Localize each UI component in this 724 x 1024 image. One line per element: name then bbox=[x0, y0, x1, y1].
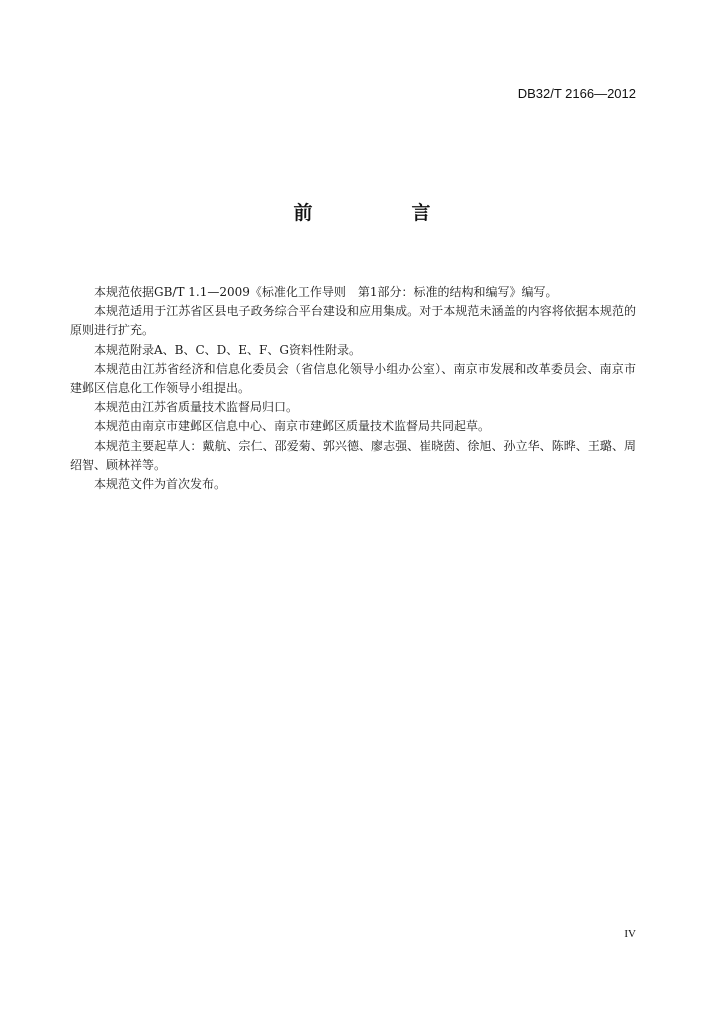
paragraph: 本规范由江苏省经济和信息化委员会（省信息化领导小组办公室）、南京市发展和改革委员会、南京市建邺区信息化工作领导小组提出。 bbox=[70, 361, 636, 396]
page-title: 前 言 bbox=[293, 202, 471, 224]
paragraph: 本规范适用于江苏省区县电子政务综合平台建设和应用集成。对于本规范未涵盖的内容将依据本规范的原则进行扩充。 bbox=[70, 304, 636, 338]
paragraph: 本规范依据GB/T 1.1—2009《标准化工作导则 第1部分：标准的结构和编写》编写。 bbox=[94, 285, 558, 299]
foreword-body bbox=[70, 283, 636, 494]
paragraph: 本规范主要起草人：戴航、宗仁、邵爱菊、郭兴德、廖志强、崔晓茵、徐旭、孙立华、陈晔、王璐、周绍智、顾林祥等。 bbox=[70, 438, 636, 472]
paragraph: 本规范由南京市建邺区信息中心、南京市建邺区质量技术监督局共同起草。 bbox=[94, 419, 491, 434]
paragraph: 本规范附录A、B、C、D、E、F、G资料性附录。 bbox=[94, 342, 361, 357]
paragraph: 本规范由江苏省质量技术监督局归口。 bbox=[94, 400, 299, 415]
document-code: DB32/T 2166—2012 bbox=[517, 86, 636, 101]
page-number: IV bbox=[624, 928, 636, 940]
paragraph: 本规范文件为首次发布。 bbox=[94, 477, 227, 492]
